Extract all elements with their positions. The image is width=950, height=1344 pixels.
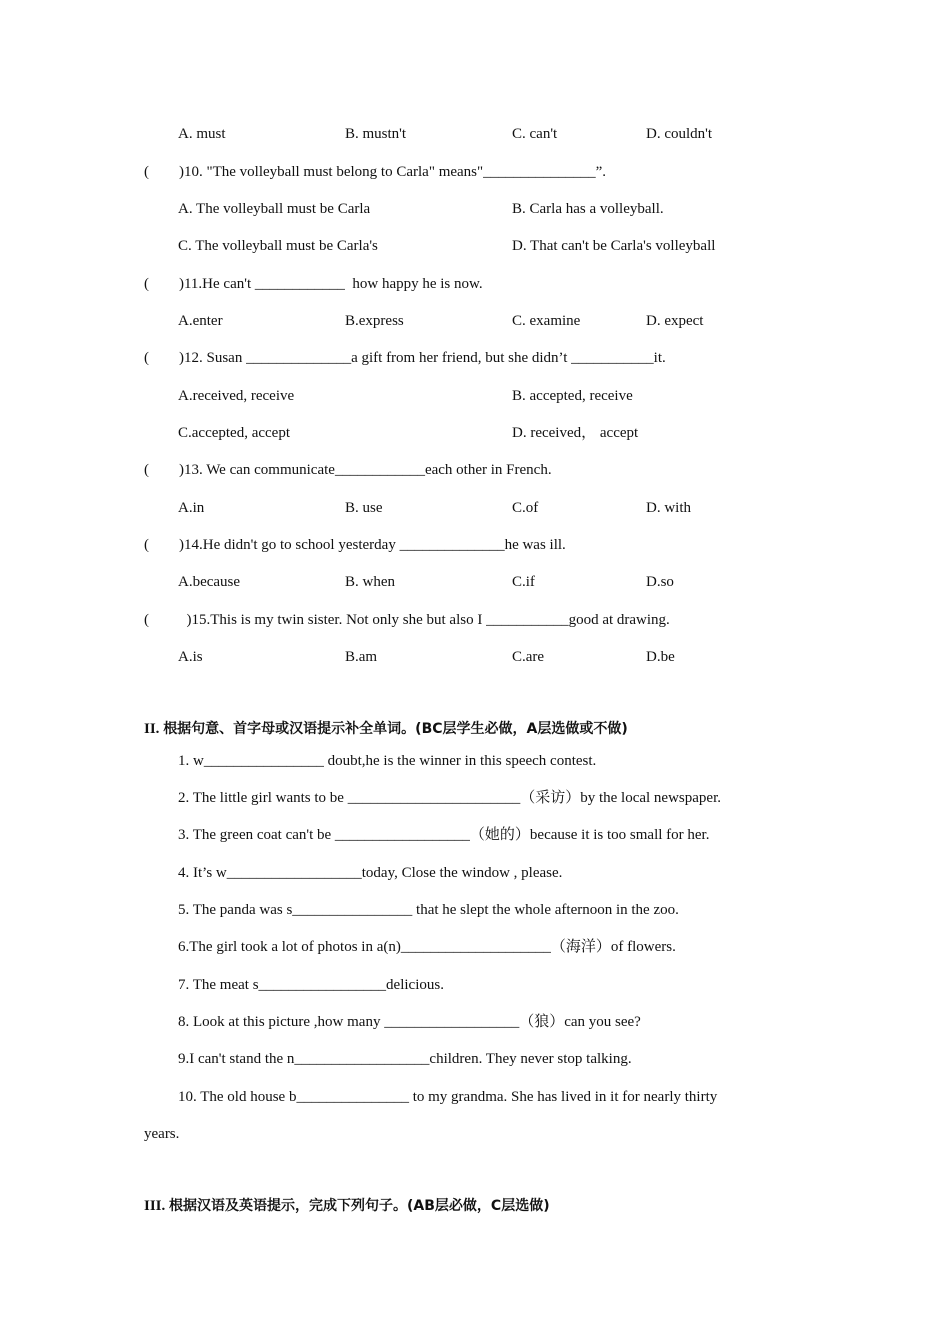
q13-option-d: D. with <box>646 500 691 516</box>
q14-option-c: C.if <box>512 574 535 590</box>
section-3-roman: III. <box>144 1198 170 1214</box>
q12-option-b: B. accepted, receive <box>512 388 633 404</box>
q15-option-b: B.am <box>345 649 378 665</box>
section-2-item-9: 9.I can't stand the n__________________children. They never stop talking. <box>178 1051 632 1067</box>
section-2-item-2: 2. The little girl wants to be _______________________（采访）by the local newspaper. <box>178 790 721 806</box>
section-2-item-6: 6.The girl took a lot of photos in a(n)____________________（海洋）of flowers. <box>178 939 676 955</box>
section-2-item-8: 8. Look at this picture ,how many __________________（狼）can you see? <box>178 1014 641 1030</box>
q11-option-d: D. expect <box>646 313 704 329</box>
q13-stem: ( )13. We can communicate____________each other in French. <box>144 462 552 478</box>
q9-option-c: C. can't <box>512 126 558 142</box>
section-2-item-10: 10. The old house b_______________ to my grandma. She has lived in it for nearly thirty <box>178 1089 718 1105</box>
section-3-title: 根据汉语及英语提示，完成下列句子。(AB层必做，C层选做) <box>169 1198 550 1214</box>
q9-option-d: D. couldn't <box>646 126 713 142</box>
q14-option-a: A.because <box>178 574 241 590</box>
q12-option-a: A.received, receive <box>178 388 295 404</box>
q9-option-a: A. must <box>178 126 226 142</box>
q15-option-a: A.is <box>178 649 203 665</box>
q9-option-b: B. mustn't <box>345 126 407 142</box>
q12-option-c: C.accepted, accept <box>178 425 291 441</box>
section-2-roman: II. <box>144 721 164 737</box>
q10-option-b: B. Carla has a volleyball. <box>512 201 664 217</box>
q13-option-c: C.of <box>512 500 539 516</box>
q15-option-d: D.be <box>646 649 675 665</box>
section-2-item-4: 4. It’s w__________________today, Close the window , please. <box>178 865 563 881</box>
section-2-item-1: 1. w________________ doubt,he is the winner in this speech contest. <box>178 753 597 769</box>
q12-option-d: D. received， accept <box>512 425 639 441</box>
section-2-title: 根据句意、首字母或汉语提示补全单词。(BC层学生必做，A层选做或不做) <box>163 721 628 737</box>
section-3-heading <box>144 1197 550 1215</box>
q13-option-a: A.in <box>178 500 205 516</box>
q11-option-a: A.enter <box>178 313 223 329</box>
q11-stem: ( )11.He can't ____________ how happy he is now. <box>144 276 483 292</box>
section-2-item-3: 3. The green coat can't be __________________（她的）because it is too small for her. <box>178 827 710 843</box>
q11-option-c: C. examine <box>512 313 581 329</box>
q10-option-c: C. The volleyball must be Carla's <box>178 238 378 254</box>
q14-option-d: D.so <box>646 574 674 590</box>
q15-stem: ( )15.This is my twin sister. Not only she but also I ___________good at drawing. <box>144 612 670 628</box>
q14-option-b: B. when <box>345 574 395 590</box>
q15-option-c: C.are <box>512 649 545 665</box>
q11-option-b: B.express <box>345 313 404 329</box>
q10-stem: ( )10. "The volleyball must belong to Carla" means"_______________”. <box>144 164 607 180</box>
q10-option-a: A. The volleyball must be Carla <box>178 201 371 217</box>
q13-option-b: B. use <box>345 500 383 516</box>
q10-option-d: D. That can't be Carla's volleyball <box>512 238 716 254</box>
q14-stem: ( )14.He didn't go to school yesterday ______________he was ill. <box>144 537 566 553</box>
section-2-item-5: 5. The panda was s________________ that he slept the whole afternoon in the zoo. <box>178 902 679 918</box>
section-2-item-7: 7. The meat s_________________delicious. <box>178 977 444 993</box>
section-2-heading <box>144 720 628 738</box>
q12-stem: ( )12. Susan ______________a gift from her friend, but she didn’t ___________it. <box>144 350 666 366</box>
section-2-item-10-continued: years. <box>144 1126 180 1142</box>
